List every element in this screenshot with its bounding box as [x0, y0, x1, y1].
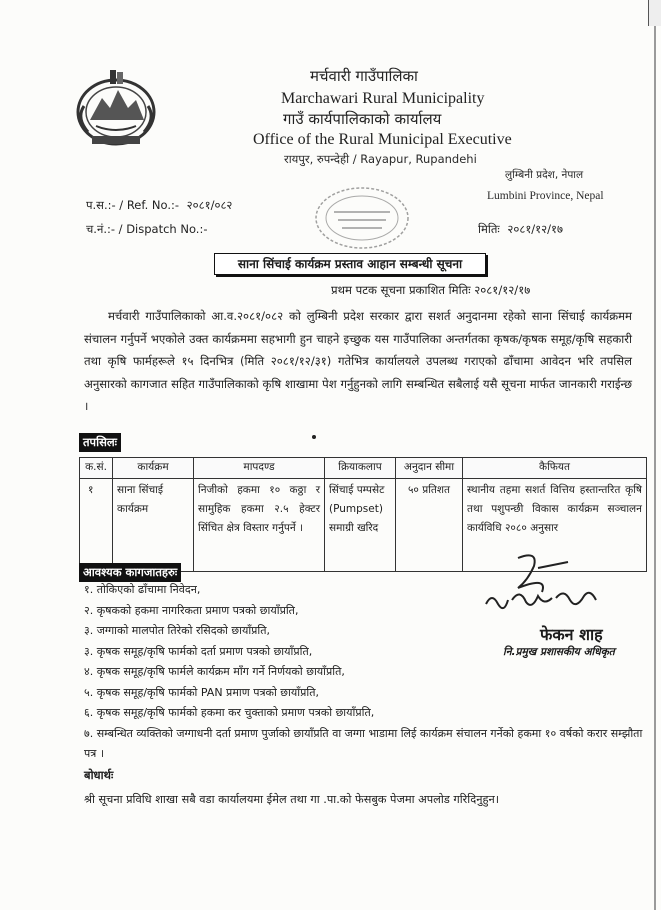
list-item: ५. कृषक समूह/कृषि फार्मको PAN प्रमाण पत्रको छायाँप्रति,	[84, 685, 319, 699]
notice-title: साना सिंचाई कार्यक्रम प्रस्ताव आहान सम्बन्धी सूचना	[214, 253, 486, 275]
col-grant-limit: अनुदान सीमा	[396, 458, 463, 479]
ref-number-row	[86, 198, 232, 213]
office-name-nepali: गाउँ कार्यपालिकाको कार्यालय	[283, 110, 442, 128]
signer-title: नि.प्रमुख प्रशासकीय अधिकृत	[503, 646, 615, 658]
details-label: तपसिलः	[79, 433, 121, 452]
cell-sn: १	[80, 479, 113, 572]
date-value: २०८१/१२/१७	[507, 222, 563, 236]
list-item: ३. जग्गाको मालपोत तिरेको रसिदको छायाँप्रति,	[84, 624, 271, 637]
cell-remarks: स्थानीय तहमा सशर्त वित्तिय हस्तान्तरित कृषि तथा पशुपन्छी विकास कार्यक्रम सञ्चालन कार्यविधि २०८० अनुसार	[463, 479, 647, 572]
province-english: Lumbini Province, Nepal	[487, 190, 604, 202]
col-remarks: कैफियत	[463, 458, 647, 479]
date-label: मितिः	[478, 222, 500, 236]
notice-body	[84, 305, 632, 418]
cell-criteria: निजीको हकमा १० कठ्ठा र सामुहिक हकमा २.५ हेक्टर सिंचित क्षेत्र विस्तार गर्नुपर्ने ।	[194, 479, 325, 572]
office-address: रायपुर, रुपन्देही / Rayapur, Rupandehi	[284, 152, 477, 166]
col-activity: क्रियाकलाप	[325, 458, 396, 479]
list-item: ७. सम्बन्धित व्यक्तिको जग्गाधनी दर्ता प्रमाण पुर्जाको छायाँप्रति वा जग्गा भाडामा लिई कार्यक्रम संचालन गर्नेको हकमा १० वर्षको करार सम्झौता पत्र ।	[84, 726, 643, 760]
list-item: ४. कृषक समूह/कृषि फार्मले कार्यक्रम माँग गर्ने निर्णयको छायाँप्रति,	[84, 665, 345, 678]
page-corner-edge	[648, 0, 661, 26]
ref-value: २०८१/०८२	[186, 198, 233, 212]
municipality-name-english: Marchawari Rural Municipality	[281, 90, 485, 107]
list-item: ३. कृषक समूह/कृषि फार्मको दर्ता प्रमाण पत्रको छायाँप्रति,	[84, 644, 313, 658]
cell-grant-limit: ५० प्रतिशत	[396, 479, 463, 572]
list-item: ६. कृषक समूह/कृषि फार्मको हकमा कर चुक्ताको प्रमाण पत्रको छायाँप्रति,	[84, 706, 375, 719]
office-name-english: Office of the Rural Municipal Executive	[253, 131, 512, 148]
table-header-row	[80, 458, 647, 479]
ref-label: प.स.:- / Ref. No.:-	[86, 198, 180, 212]
col-criteria: मापदण्ड	[194, 458, 325, 479]
cell-program: साना सिंचाई कार्यक्रम	[113, 479, 194, 572]
emblem-seal-icon	[70, 68, 162, 150]
note-body: श्री सूचना प्रविधि शाखा सबै वडा कार्यालयमा ईमेल तथा गा .पा.को फेसबुक पेजमा अपलोड गरिदिनुहुन।	[84, 793, 500, 806]
publish-date-line: प्रथम पटक सूचना प्रकाशित मितिः २०८१/१२/१७	[331, 283, 531, 297]
list-item: १. तोकिएको ढाँचामा निवेदन,	[84, 583, 201, 596]
col-sn: क.सं.	[80, 458, 113, 479]
page-right-edge	[654, 26, 656, 910]
signer-name: फेकन शाह	[540, 625, 603, 644]
cell-activity: सिंचाई पम्पसेट (Pumpset) समाग्री खरिद	[325, 479, 396, 572]
province-nepali: लुम्बिनी प्रदेश, नेपाल	[505, 169, 584, 181]
office-stamp-icon	[312, 184, 412, 254]
col-program: कार्यक्रम	[113, 458, 194, 479]
date-row	[478, 222, 563, 237]
handwritten-signature-icon	[478, 548, 608, 620]
list-item: २. कृषकको हकमा नागरिकता प्रमाण पत्रको छायाँप्रति,	[84, 603, 299, 617]
dispatch-label: च.नं.:- / Dispatch No.:-	[86, 222, 208, 236]
documents-heading: आवश्यक कागजातहरुः	[79, 563, 181, 582]
notice-body-paragraph: मर्चवारी गाउँपालिकाको आ.व.२०८१/०८२ को लुम्बिनी प्रदेश सरकार द्वारा सशर्त अनुदानमा रहेको साना सिंचाई कार्यक्रमम संचालन गर्नुपर्ने भएकोले उक्त कार्यक्रममा सहभागी हुन चाहने इच्छुक यस गाउँपालिका अन्तर्गतका कृषक/कृषक समूह/कृषि सहकारी तथा कृषि फार्महरूले १५ दिनभित्र (मिति २०८१/१२/३१) गतेभित्र कार्यालयले उपलब्ध गराएको ढाँचामा आवेदन भरि तपसिल अनुसारको कागजात सहित गाउँपालिकाको कृषि शाखामा पेश गर्नुहुनको लागि सम्बन्धित सबैलाई यसै सूचना मार्फत जानकारी गराईन्छ ।	[84, 309, 632, 413]
note-heading: बोधार्थः	[84, 768, 114, 782]
stray-dot	[312, 435, 316, 439]
municipality-name-nepali: मर्चवारी गाउँपालिका	[310, 67, 418, 85]
